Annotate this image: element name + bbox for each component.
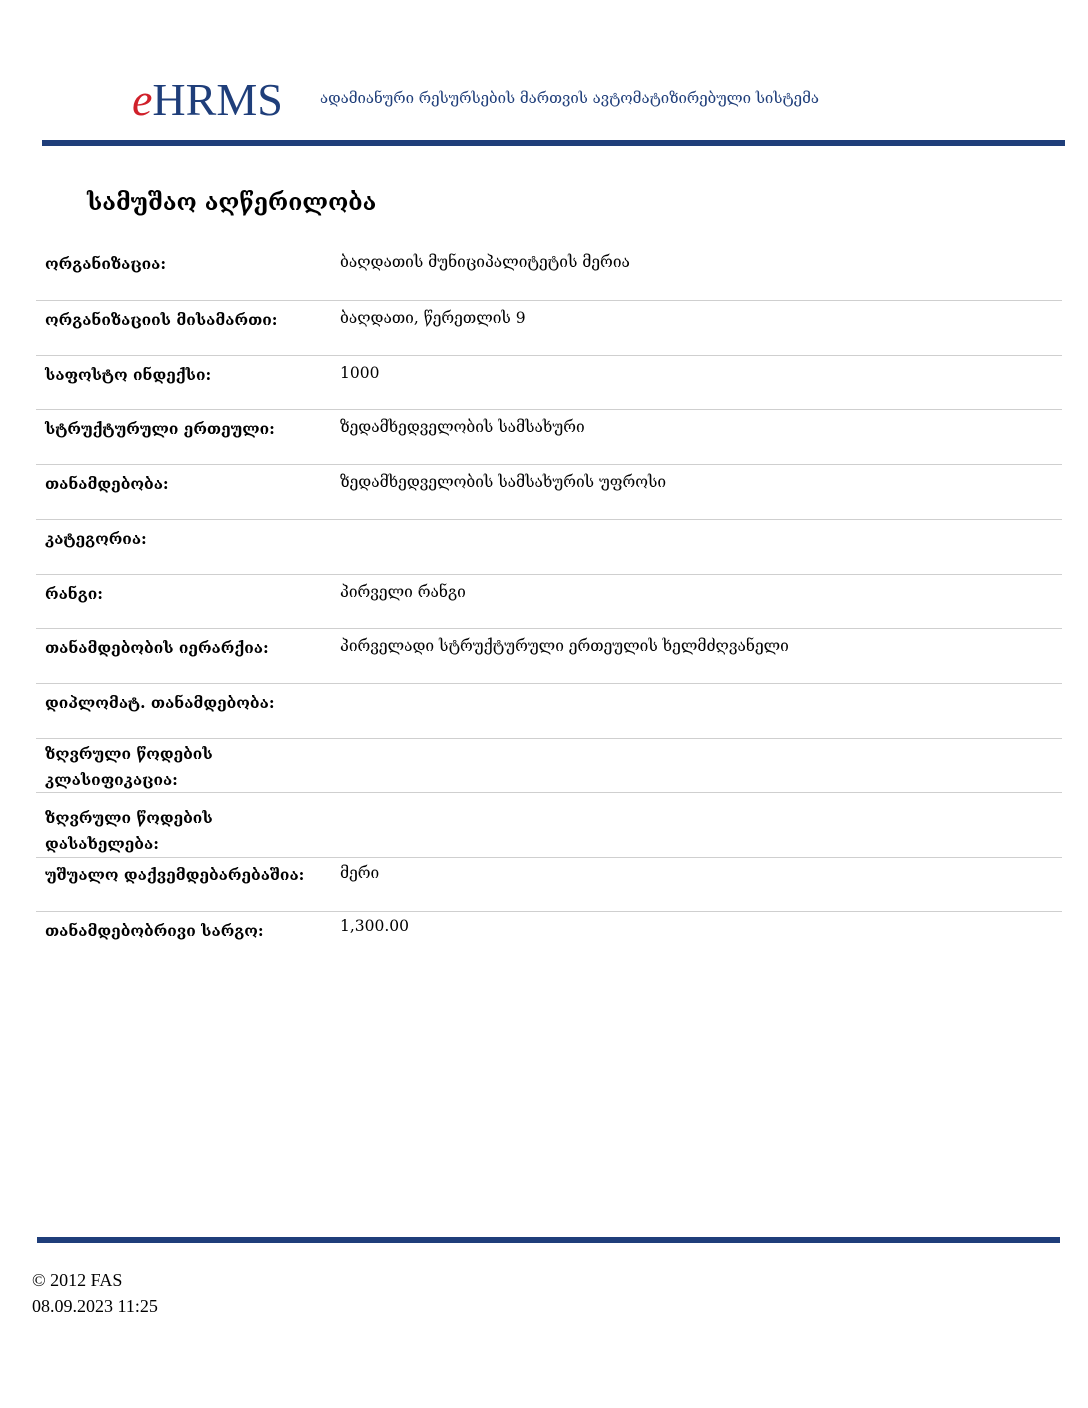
field-value: ბაღდათი, წერეთლის 9 (340, 309, 526, 327)
field-value: მერი (340, 864, 380, 882)
print-timestamp: 08.09.2023 11:25 (32, 1296, 158, 1316)
field-label: ზღვრული წოდების დასახელება: (45, 808, 213, 853)
logo-text: HRMS (152, 74, 283, 125)
field-label: კატეგორია: (45, 529, 147, 548)
field-label: თანამდებობრივი სარგო: (45, 921, 264, 940)
job-description-fields (36, 245, 1062, 952)
field-label: დიპლომატ. თანამდებობა: (45, 693, 275, 712)
field-value: პირველადი სტრუქტურული ერთეულის ხელმძღვანელი (340, 637, 789, 655)
field-value: ზედამხედველობის სამსახური (340, 418, 585, 436)
copyright-text: © 2012 FAS (32, 1270, 123, 1290)
field-label: სტრუქტურული ერთეული: (45, 419, 275, 438)
field-row-diplomatic-position (36, 684, 1062, 739)
field-row-structural-unit (36, 410, 1062, 465)
page-title: სამუშაო აღწერილობა (87, 189, 377, 216)
field-row-direct-subordination (36, 858, 1062, 912)
field-value: ბაღდათის მუნიციპალიტეტის მერია (340, 253, 630, 271)
field-label: ორგანიზაციის მისამართი: (45, 310, 278, 329)
header-divider (42, 140, 1065, 146)
field-row-position-hierarchy (36, 629, 1062, 684)
field-label: თანამდებობის იერარქია: (45, 638, 269, 657)
page-footer (32, 1267, 158, 1319)
footer-divider (37, 1237, 1060, 1243)
field-label: რანგი: (45, 584, 103, 603)
field-value: პირველი რანგი (340, 583, 466, 601)
field-row-position (36, 465, 1062, 520)
field-label: ზღვრული წოდების კლასიფიკაცია: (45, 744, 213, 789)
field-value: 1,300.00 (340, 917, 410, 935)
field-value: ზედამხედველობის სამსახურის უფროსი (340, 473, 667, 491)
page-header (0, 0, 1088, 150)
field-row-category (36, 520, 1062, 575)
field-label: ორგანიზაცია: (45, 254, 167, 273)
field-label: საფოსტო ინდექსი: (45, 365, 212, 384)
field-row-rank (36, 575, 1062, 629)
field-row-postal-index (36, 356, 1062, 410)
field-label: უშუალო დაქვემდებარებაშია: (45, 865, 305, 884)
field-row-salary (36, 912, 1062, 952)
ehrms-logo (132, 74, 283, 126)
field-row-rank-limit-classification (36, 739, 1062, 793)
field-row-rank-limit-title (36, 793, 1062, 858)
field-row-organization-address (36, 301, 1062, 356)
field-row-organization (36, 245, 1062, 301)
logo-prefix: e (132, 74, 153, 125)
field-label: თანამდებობა: (45, 474, 169, 493)
field-value: 1000 (340, 364, 380, 382)
system-tagline: ადამიანური რესურსების მართვის ავტომატიზირებული სისტემა (320, 89, 819, 107)
